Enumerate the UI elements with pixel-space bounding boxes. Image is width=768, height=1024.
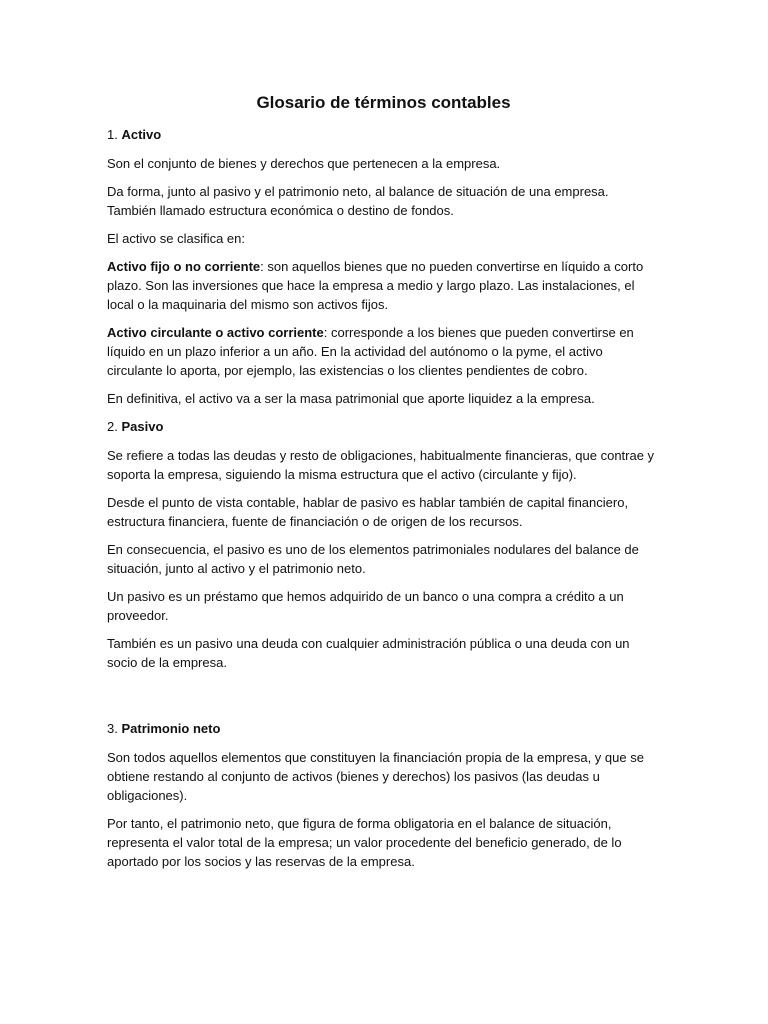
section-number: 2. [107,419,118,434]
paragraph: En consecuencia, el pasivo es uno de los elementos patrimoniales nodulares del balance de situación, junto al activo y el patrimonio neto. [107,542,639,576]
term-activo-fijo: Activo fijo o no corriente [107,259,261,274]
section-number: 1. [107,127,118,142]
paragraph: Un pasivo es un préstamo que hemos adquirido de un banco o una compra a crédito a un proveedor. [107,589,624,623]
paragraph: Son todos aquellos elementos que constituyen la financiación propia de la empresa, y que se obtiene restando al conjunto de activos (bienes y derechos) los pasivos (las deudas u obligaciones). [107,750,644,803]
section-title: Activo [121,127,162,142]
paragraph: Desde el punto de vista contable, hablar de pasivo es hablar también de capital financiero, estructura financiera, fuente de financiación o de origen de los recursos. [107,495,629,529]
paragraph-activo-fijo [107,257,660,314]
section-title: Patrimonio neto [121,721,221,736]
section-number: 3. [107,721,118,736]
definition-text: : corresponde a los bienes que pueden convertirse en líquido en un plazo inferior a un año. En la actividad del autónomo o la pyme, el activo circulante lo aporta, por ejemplo, las existencias o los clientes pendientes de cobro. [107,325,634,378]
paragraph: También es un pasivo una deuda con cualquier administración pública o una deuda con un socio de la empresa. [107,636,630,670]
paragraph: El activo se clasifica en: [107,231,246,246]
definition-text: : son aquellos bienes que no pueden convertirse en líquido a corto plazo. Son las inversiones que hace la empresa a medio y largo plazo. Las instalaciones, el local o la maquinaria del mismo son activos fijos. [107,259,644,312]
section-heading-activo [107,125,660,144]
paragraph: En definitiva, el activo va a ser la masa patrimonial que aporte liquidez a la empresa. [107,391,595,406]
spacer [107,681,660,719]
section-heading-patrimonio-neto [107,719,660,738]
paragraph: Por tanto, el patrimonio neto, que figura de forma obligatoria en el balance de situación, representa el valor total de la empresa; un valor procedente del beneficio generado, de lo aportado por los socios y las reservas de la empresa. [107,816,622,869]
section-heading-pasivo [107,417,660,436]
section-title: Pasivo [121,419,164,434]
document-title: Glosario de términos contables [256,93,511,112]
paragraph: Da forma, junto al pasivo y el patrimonio neto, al balance de situación de una empresa. También llamado estructura económica o destino de fondos. [107,184,609,218]
paragraph-activo-circulante [107,323,660,380]
paragraph: Se refiere a todas las deudas y resto de obligaciones, habitualmente financieras, que contrae y soporta la empresa, siguiendo la misma estructura que el activo (circulante y fijo). [107,448,655,482]
paragraph: Son el conjunto de bienes y derechos que pertenecen a la empresa. [107,156,501,171]
term-activo-circulante: Activo circulante o activo corriente [107,325,324,340]
